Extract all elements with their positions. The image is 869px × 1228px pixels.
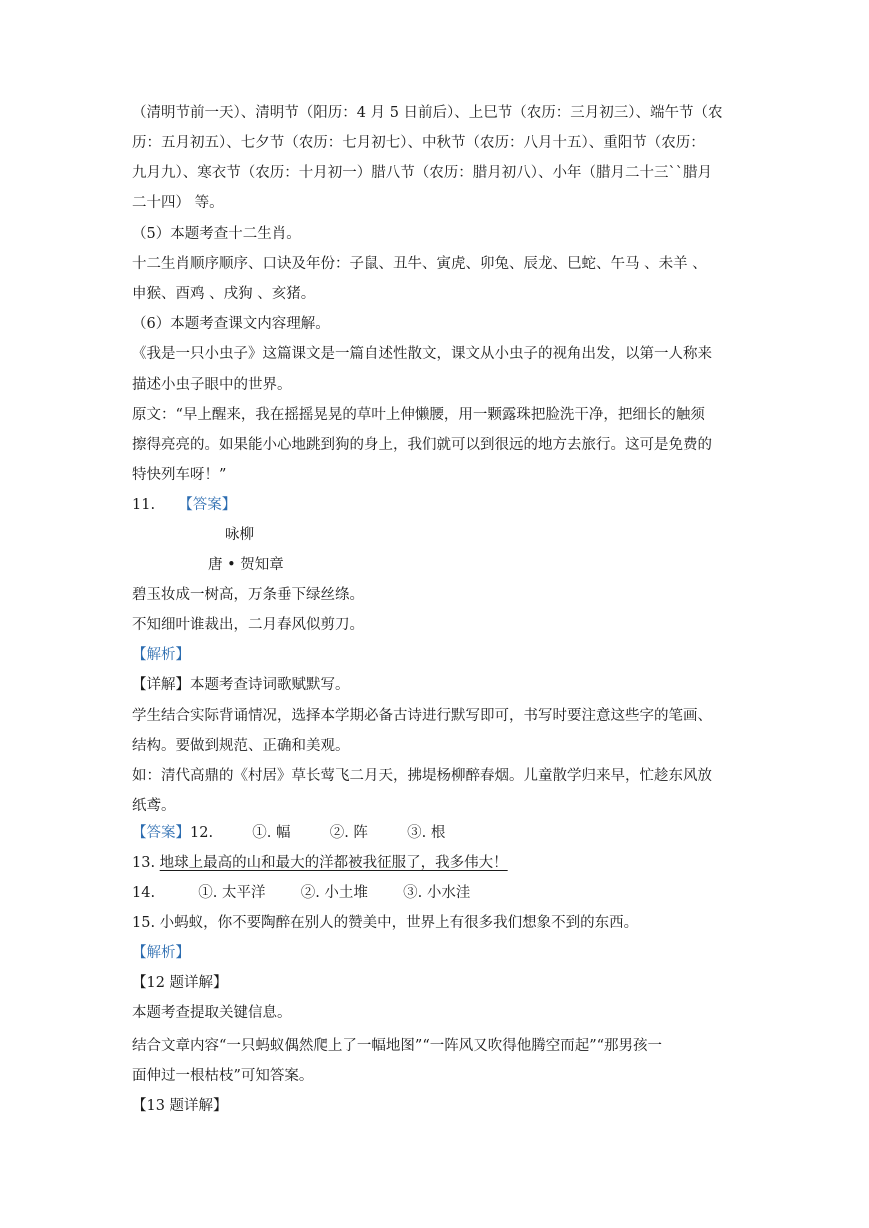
answer-option: ③. 小水洼 bbox=[403, 885, 471, 901]
text-line: 本题考查提取关键信息。 bbox=[132, 1005, 292, 1021]
question-13-answer bbox=[132, 853, 508, 873]
poem-author: 唐 • 贺知章 bbox=[208, 557, 284, 573]
text-line: 学生结合实际背诵情况，选择本学期必备古诗进行默写即可，书写时要注意这些字的笔画、 bbox=[132, 708, 712, 724]
text-line: 特快列车呀！” bbox=[132, 467, 227, 483]
poem-line: 不知细叶谁裁出，二月春风似剪刀。 bbox=[132, 617, 364, 633]
text-line: （清明节前一天）、清明节（阳历：4 月 5 日前后）、上巳节（农历：三月初三）、端午节（农 bbox=[132, 105, 723, 121]
analysis-tag: 【解析】 bbox=[132, 647, 190, 663]
text-line: 申猴、酉鸡 、戌狗 、亥猪。 bbox=[132, 286, 316, 302]
question-number: 12. bbox=[190, 825, 214, 841]
question-14-answer bbox=[132, 883, 470, 903]
text-line: 原文：“早上醒来，我在摇摇晃晃的草叶上伸懒腰，用一颗露珠把脸洗干净，把细长的触须 bbox=[132, 407, 705, 423]
section-heading: 【12 题详解】 bbox=[132, 975, 228, 991]
question-number: 11. bbox=[132, 497, 156, 513]
text-line: 如：清代高鼎的《村居》草长莺飞二月天，拂堤杨柳醉春烟。儿童散学归来早，忙趁东风放 bbox=[132, 768, 712, 784]
answer-option: ②. 阵 bbox=[329, 825, 368, 841]
text-line: 擦得亮亮的。如果能小心地跳到狗的身上，我们就可以到很远的地方去旅行。这可是免费的 bbox=[132, 437, 712, 453]
text-line: 《我是一只小虫子》这篇课文是一篇自述性散文，课文从小虫子的视角出发，以第一人称来 bbox=[132, 346, 712, 362]
text-line: 历：五月初五）、七夕节（农历：七月初七）、中秋节（农历：八月十五）、重阳节（农历： bbox=[132, 135, 705, 151]
question-12-answer bbox=[132, 823, 445, 843]
analysis-tag: 【解析】 bbox=[132, 945, 190, 961]
text-line: 描述小虫子眼中的世界。 bbox=[132, 377, 292, 393]
answer-text: 地球上最高的山和最大的洋都被我征服了，我多伟大！ bbox=[159, 855, 508, 871]
text-line: 九月九）、寒衣节（农历：十月初一）腊八节（农历：腊月初八）、小年（腊月二十三``腊月 bbox=[132, 165, 712, 181]
poem-line: 碧玉妆成一树高，万条垂下绿丝绦。 bbox=[132, 587, 364, 603]
poem-title: 咏柳 bbox=[225, 527, 254, 543]
question-number: 13. bbox=[132, 855, 156, 871]
answer-option: ①. 幅 bbox=[252, 825, 291, 841]
answer-option: ①. 太平洋 bbox=[198, 885, 266, 901]
answer-text: 小蚂蚁，你不要陶醉在别人的赞美中，世界上有很多我们想象不到的东西。 bbox=[159, 915, 639, 931]
question-15-answer bbox=[132, 913, 638, 933]
text-line: 结合文章内容“一只蚂蚁偶然爬上了一幅地图”“一阵风又吹得他腾空而起”“那男孩一 bbox=[132, 1038, 663, 1054]
text-line: （5）本题考查十二生肖。 bbox=[132, 226, 301, 242]
answer-tag: 【答案】 bbox=[132, 825, 190, 841]
answer-option: ③. 根 bbox=[407, 825, 446, 841]
answer-tag: 【答案】 bbox=[178, 497, 237, 513]
text-line: 二十四） 等。 bbox=[132, 195, 224, 211]
section-heading: 【13 题详解】 bbox=[132, 1098, 228, 1114]
detail-heading: 【详解】本题考查诗词歌赋默写。 bbox=[132, 677, 350, 693]
text-line: 十二生肖顺序顺序、口诀及年份：子鼠、丑牛、寅虎、卯兔、辰龙、巳蛇、午马 、未羊 、 bbox=[132, 256, 707, 272]
question-number: 15. bbox=[132, 915, 156, 931]
text-line: 面伸过一根枯枝”可知答案。 bbox=[132, 1068, 314, 1084]
question-number: 14. bbox=[132, 885, 156, 901]
text-line: （6）本题考查课文内容理解。 bbox=[132, 316, 330, 332]
question-11-header bbox=[132, 495, 236, 515]
answer-option: ②. 小土堆 bbox=[300, 885, 368, 901]
text-line: 纸鸢。 bbox=[132, 798, 176, 814]
text-line: 结构。要做到规范、正确和美观。 bbox=[132, 738, 350, 754]
